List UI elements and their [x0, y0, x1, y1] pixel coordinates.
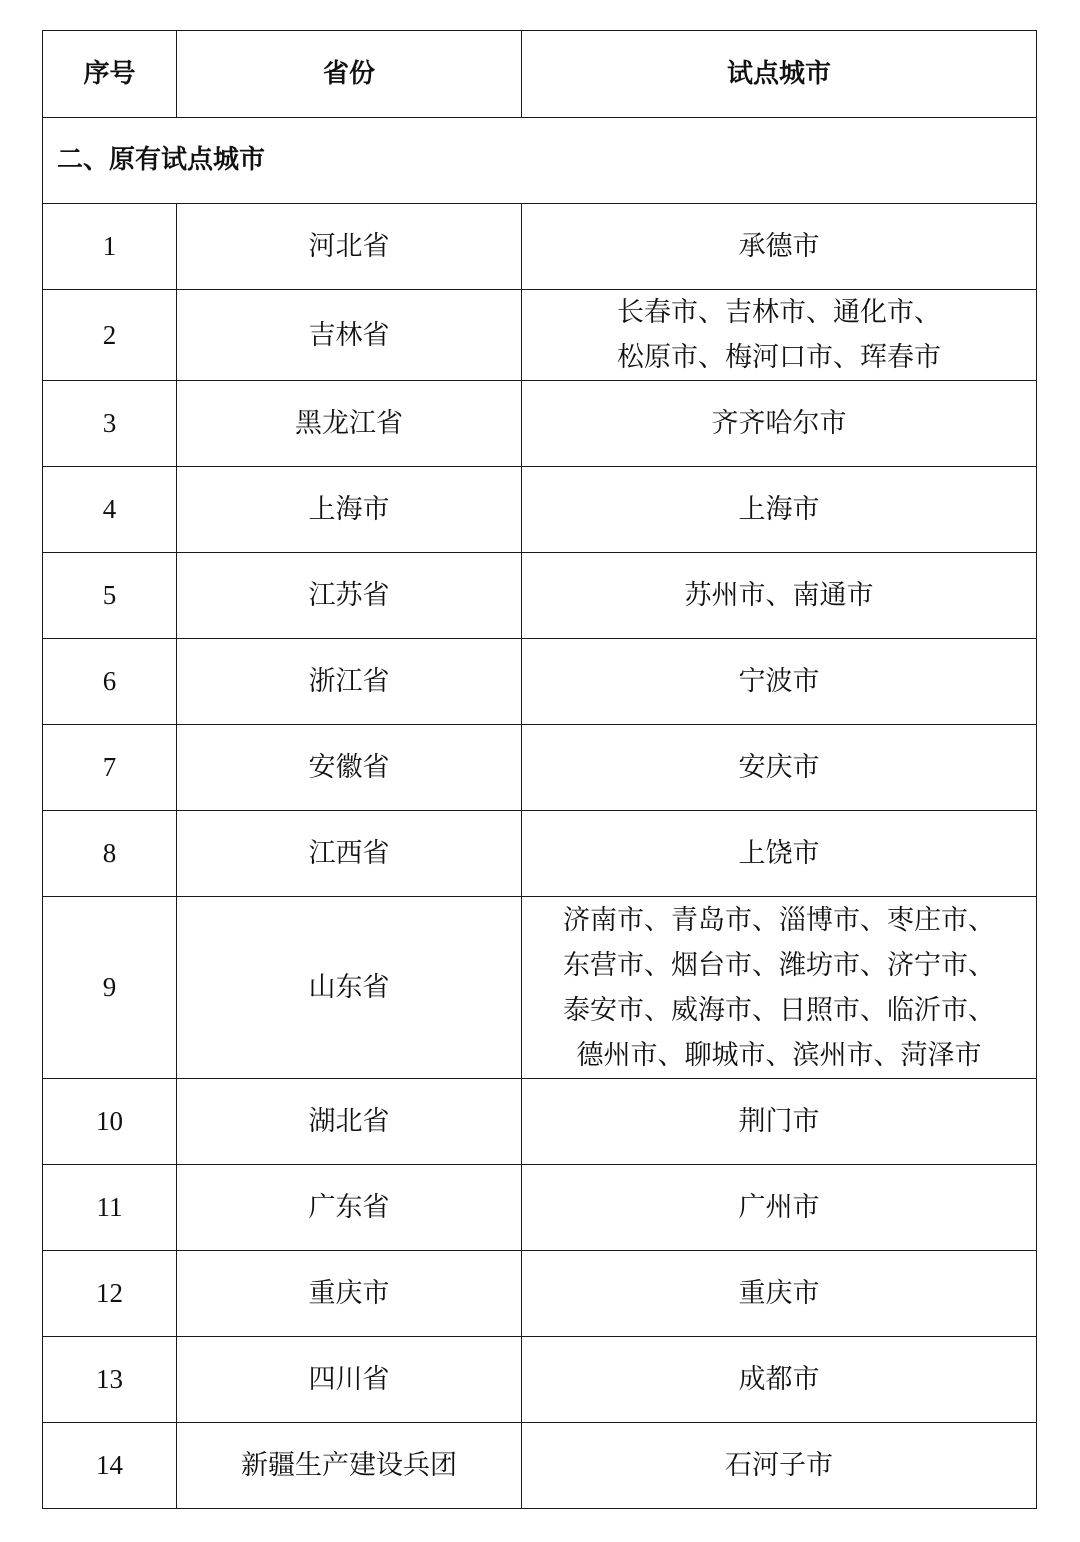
city-line: 荆门市 — [738, 1106, 820, 1137]
row-province: 河北省 — [177, 204, 522, 290]
pilot-cities-table — [42, 30, 1037, 1509]
row-index: 5 — [43, 553, 177, 639]
row-province: 江西省 — [177, 811, 522, 897]
row-index: 4 — [43, 467, 177, 553]
city-line: 上饶市 — [738, 838, 820, 869]
header-cities: 试点城市 — [522, 31, 1037, 118]
row-index: 2 — [43, 290, 177, 381]
city-line: 德州市、聊城市、滨州市、菏泽市 — [576, 1039, 982, 1071]
row-province: 湖北省 — [177, 1079, 522, 1165]
city-line: 松原市、梅河口市、珲春市 — [617, 342, 941, 373]
row-province: 重庆市 — [177, 1251, 522, 1337]
row-province: 黑龙江省 — [177, 381, 522, 467]
table-row — [43, 1165, 1037, 1251]
table-row — [43, 381, 1037, 467]
table-row — [43, 1251, 1037, 1337]
table-row — [43, 1079, 1037, 1165]
row-index: 10 — [43, 1079, 177, 1165]
row-index: 12 — [43, 1251, 177, 1337]
row-province: 广东省 — [177, 1165, 522, 1251]
row-cities — [522, 467, 1037, 553]
table-row — [43, 725, 1037, 811]
table-row — [43, 811, 1037, 897]
city-line: 长春市、吉林市、通化市、 — [617, 297, 941, 328]
row-cities — [522, 811, 1037, 897]
row-cities — [522, 1079, 1037, 1165]
table-row — [43, 467, 1037, 553]
table-row — [43, 553, 1037, 639]
table-row — [43, 639, 1037, 725]
city-line: 济南市、青岛市、淄博市、枣庄市、 — [563, 904, 995, 936]
table-row — [43, 290, 1037, 381]
table-row — [43, 204, 1037, 290]
header-row — [43, 31, 1037, 118]
city-line: 苏州市、南通市 — [684, 580, 874, 611]
city-line: 泰安市、威海市、日照市、临沂市、 — [563, 994, 995, 1026]
table-row — [43, 1337, 1037, 1423]
row-cities — [522, 725, 1037, 811]
row-cities — [522, 1337, 1037, 1423]
row-index: 9 — [43, 897, 177, 1079]
row-province: 山东省 — [177, 897, 522, 1079]
row-index: 8 — [43, 811, 177, 897]
section-row — [43, 118, 1037, 204]
header-index: 序号 — [43, 31, 177, 118]
city-line: 东营市、烟台市、潍坊市、济宁市、 — [563, 949, 995, 981]
row-index: 1 — [43, 204, 177, 290]
row-index: 3 — [43, 381, 177, 467]
row-province: 上海市 — [177, 467, 522, 553]
city-line: 安庆市 — [738, 752, 820, 783]
row-province: 新疆生产建设兵团 — [177, 1423, 522, 1509]
row-province: 江苏省 — [177, 553, 522, 639]
row-cities — [522, 1423, 1037, 1509]
table-row — [43, 897, 1037, 1079]
row-cities — [522, 204, 1037, 290]
city-line: 广州市 — [738, 1192, 820, 1223]
row-province: 安徽省 — [177, 725, 522, 811]
table-row — [43, 1423, 1037, 1509]
row-province: 吉林省 — [177, 290, 522, 381]
row-index: 11 — [43, 1165, 177, 1251]
city-line: 承德市 — [738, 231, 820, 262]
city-line: 宁波市 — [738, 666, 820, 697]
row-cities — [522, 1165, 1037, 1251]
row-cities — [522, 639, 1037, 725]
row-province: 浙江省 — [177, 639, 522, 725]
city-line: 成都市 — [738, 1364, 820, 1395]
row-cities — [522, 1251, 1037, 1337]
city-line: 上海市 — [738, 494, 820, 525]
header-province: 省份 — [177, 31, 522, 118]
section-title: 二、原有试点城市 — [43, 118, 1037, 204]
row-cities — [522, 897, 1037, 1079]
row-index: 7 — [43, 725, 177, 811]
row-index: 14 — [43, 1423, 177, 1509]
row-index: 13 — [43, 1337, 177, 1423]
row-cities — [522, 553, 1037, 639]
row-index: 6 — [43, 639, 177, 725]
city-line: 齐齐哈尔市 — [711, 408, 847, 439]
row-cities — [522, 381, 1037, 467]
city-line: 重庆市 — [738, 1278, 820, 1309]
city-line: 石河子市 — [725, 1450, 833, 1481]
row-province: 四川省 — [177, 1337, 522, 1423]
row-cities — [522, 290, 1037, 381]
